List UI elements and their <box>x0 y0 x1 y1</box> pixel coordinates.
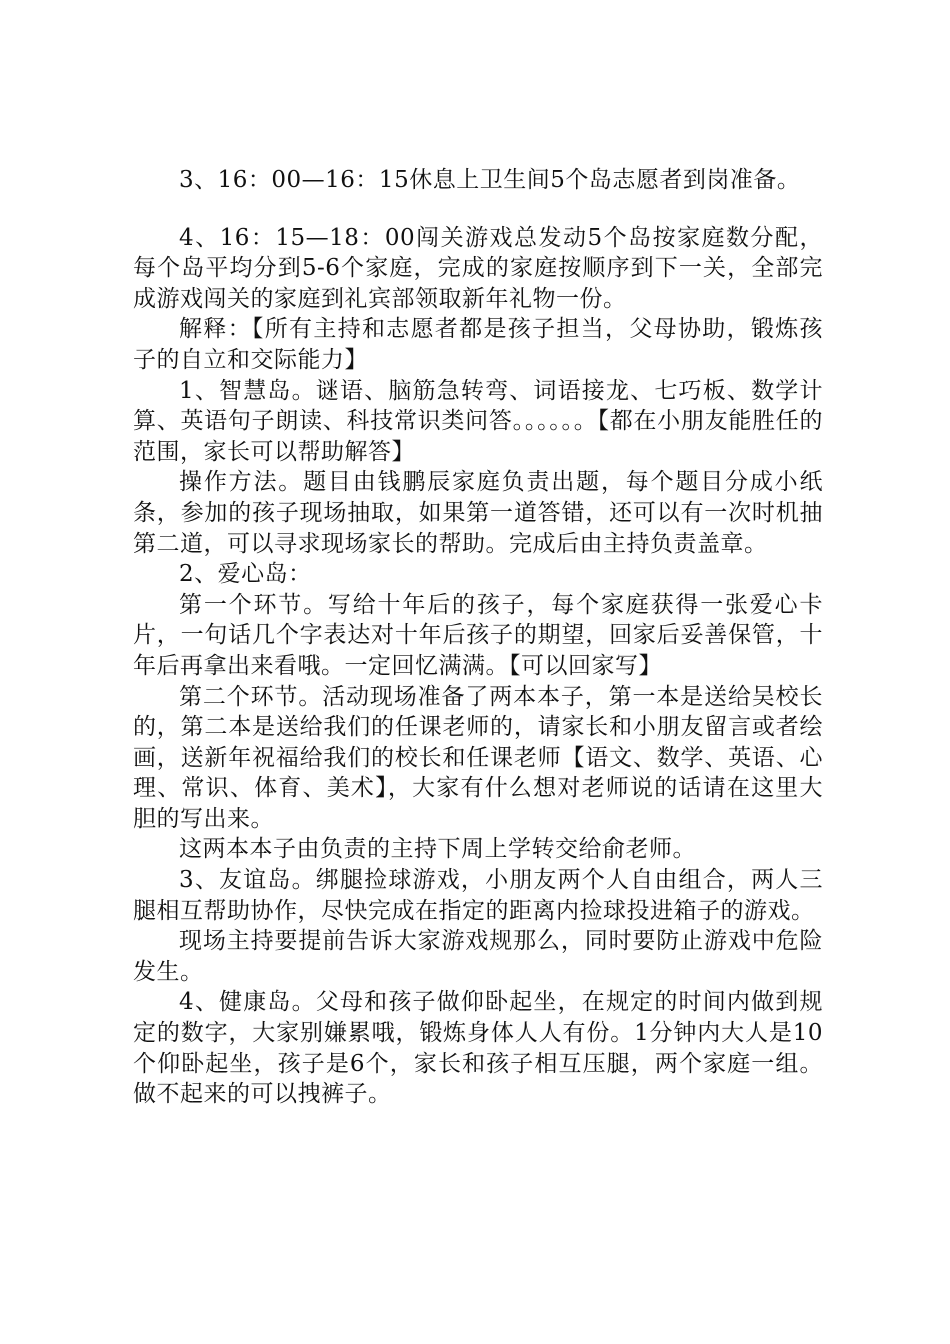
document-body <box>133 165 823 1110</box>
paragraph-host-reminder: 现场主持要提前告诉大家游戏规那么，同时要防止游戏中危险发生。 <box>133 928 823 985</box>
paragraph-wisdom-island: 1、智慧岛。谜语、脑筋急转弯、词语接龙、七巧板、数学计算、英语句子朗读、科技常识类问答。。。。。。【都在小朋友能胜任的范围，家长可以帮助解答】 <box>133 377 823 465</box>
paragraph-love-step-one: 第一个环节。写给十年后的孩子，每个家庭获得一张爱心卡片，一句话几个字表达对十年后孩子的期望，回家后妥善保管，十年后再拿出来看哦。一定回忆满满。【可以回家写】 <box>133 591 823 679</box>
paragraph-friendship-island: 3、友谊岛。绑腿捡球游戏，小朋友两个人自由组合，两人三腿相互帮助协作，尽快完成在指定的距离内捡球投进箱子的游戏。 <box>133 867 823 924</box>
paragraph-schedule-game: 4、16：15—18：00闯关游戏总发动5个岛按家庭数分配，每个岛平均分到5-6个家庭，完成的家庭按顺序到下一关，全部完成游戏闯关的家庭到礼宾部领取新年礼物一份。 <box>133 224 823 312</box>
paragraph-love-island: 2、爱心岛： <box>179 561 312 588</box>
paragraph-love-step-two: 第二个环节。活动现场准备了两本本子，第一本是送给吴校长的，第二本是送给我们的任课老师的，请家长和小朋友留言或者绘画，送新年祝福给我们的校长和任课老师【语文、数学、英语、心理、常识、体育、美术】，大家有什么想对老师说的话请在这里大胆的写出来。 <box>133 683 823 832</box>
paragraph-health-island: 4、健康岛。父母和孩子做仰卧起坐，在规定的时间内做到规定的数字，大家别嫌累哦，锻炼身体人人有份。1分钟内大人是10个仰卧起坐，孩子是6个，家长和孩子相互压腿，两个家庭一组。做不起来的可以拽裤子。 <box>133 989 823 1108</box>
paragraph-explanation: 解释：【所有主持和志愿者都是孩子担当，父母协助，锻炼孩子的自立和交际能力】 <box>133 316 823 373</box>
paragraph-notebook-handover: 这两本本子由负责的主持下周上学转交给俞老师。 <box>179 836 696 863</box>
paragraph-operation-method: 操作方法。题目由钱鹏辰家庭负责出题，每个题目分成小纸条，参加的孩子现场抽取，如果第一道答错，还可以有一次时机抽第二道，可以寻求现场家长的帮助。完成后由主持负责盖章。 <box>133 469 823 557</box>
paragraph-schedule-break: 3、16：00—16：15休息上卫生间5个岛志愿者到岗准备。 <box>179 167 801 193</box>
